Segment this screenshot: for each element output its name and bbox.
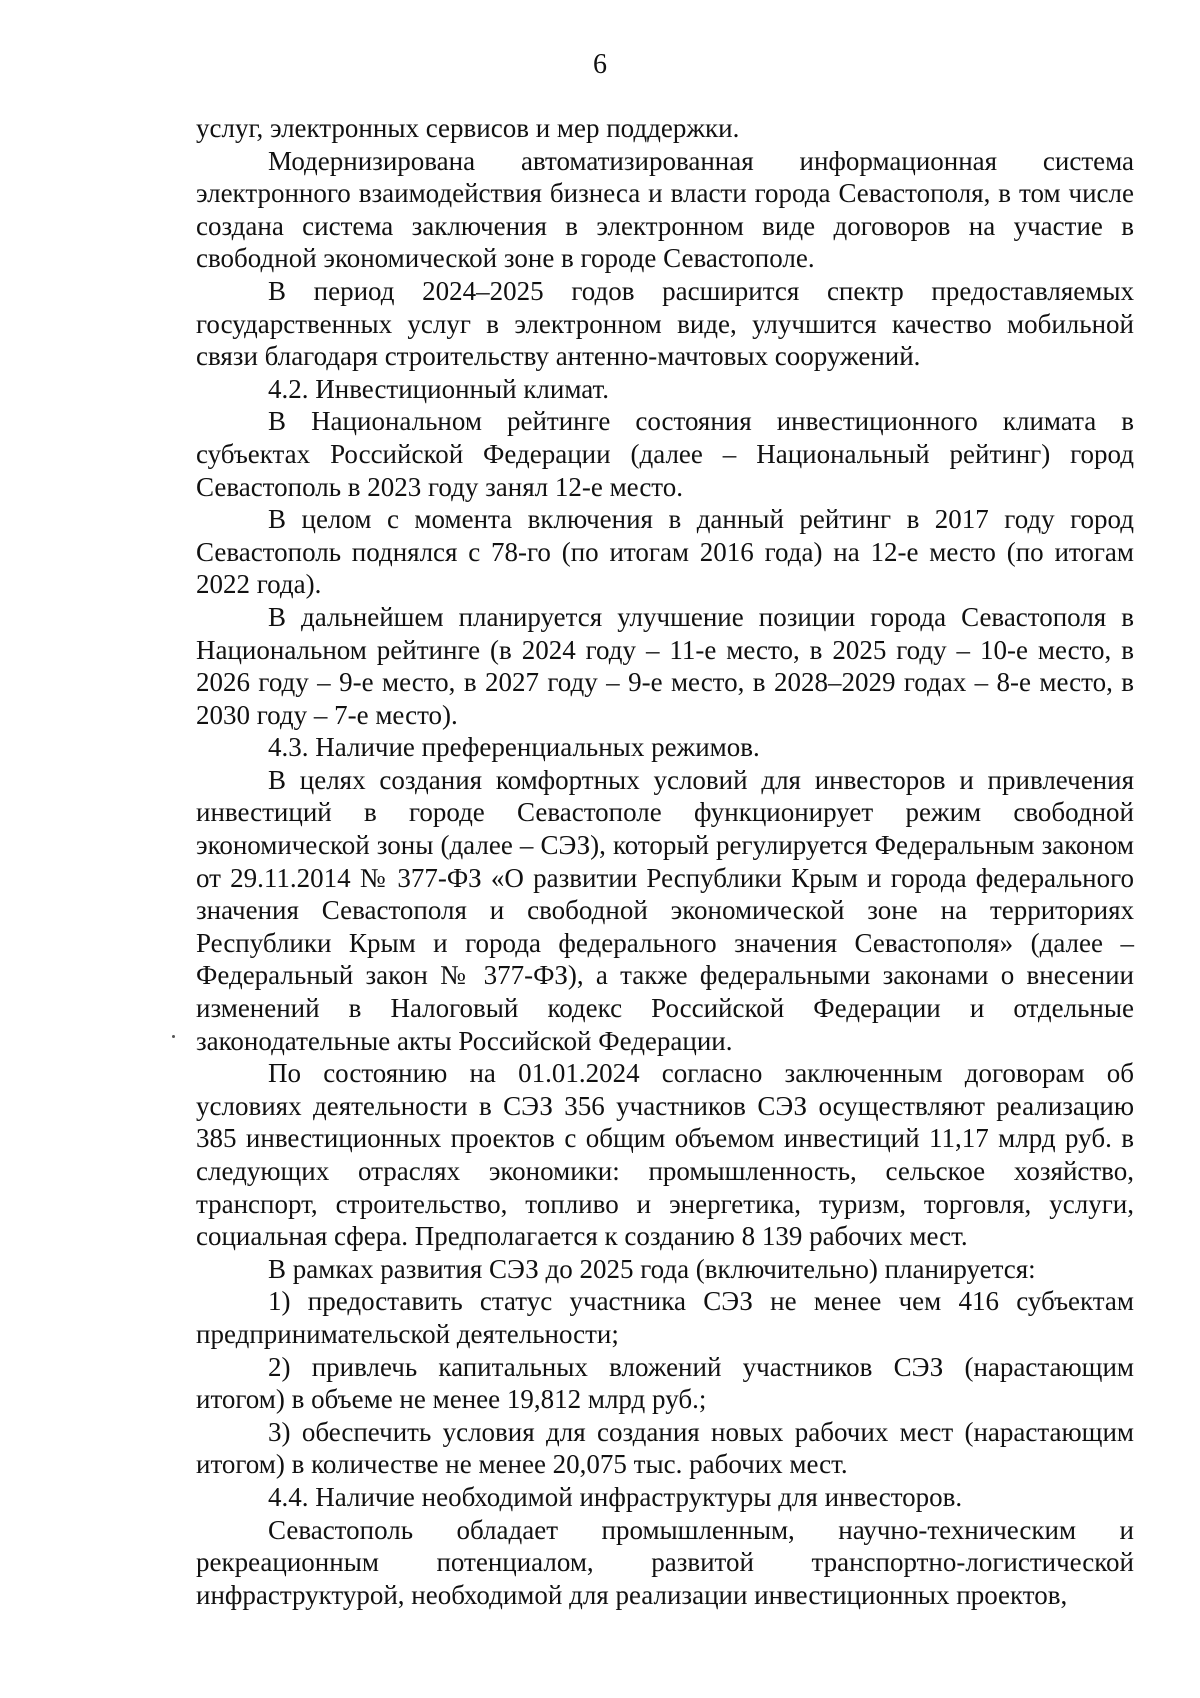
paragraph: В период 2024–2025 годов расширится спектр предоставляемых государственных услуг в электронном виде, улучшится качество мобильной связи благодаря строительству антенно-мачтовых сооружений. xyxy=(196,275,1134,372)
paragraph: В Национальном рейтинге состояния инвестиционного климата в субъектах Российской Федерации (далее – Национальный рейтинг) город Севастополь в 2023 году занял 12-е место. xyxy=(196,406,1134,502)
paragraph: В целях создания комфортных условий для инвесторов и привлечения инвестиций в городе Севастополе функционирует режим свободной экономической зоны (далее – СЭЗ), который регулируется Федеральным законом от 29.11.2014 № 377-ФЗ «О развитии Республики Крым и города федерального значения Севастополя и свободной экономической зоне на территориях Республики Крым и города федерального значения Севастополя» (далее – Федеральный закон № 377-ФЗ), а также федеральными законами о внесении изменений в Налоговый кодекс Российской Федерации и отдельные законодательные акты Российской Федерации. xyxy=(196,764,1134,1056)
paragraph: В целом с момента включения в данный рейтинг в 2017 году город Севастополь поднялся с 78-го (по итогам 2016 года) на 12-е место (по итогам 2022 года). xyxy=(196,504,1134,600)
list-item: 1) предоставить статус участника СЭЗ не менее чем 416 субъектам предпринимательской деятельности; xyxy=(196,1286,1134,1349)
document-body xyxy=(196,112,1134,1611)
section-heading-4-4: 4.4. Наличие необходимой инфраструктуры для инвесторов. xyxy=(268,1481,963,1512)
section-heading-4-2: 4.2. Инвестиционный климат. xyxy=(268,373,610,404)
list-item: 3) обеспечить условия для создания новых рабочих мест (нарастающим итогом) в количестве не менее 20,075 тыс. рабочих мест. xyxy=(196,1416,1134,1480)
page-number: 6 xyxy=(593,49,607,80)
paragraph: Севастополь обладает промышленным, научно-техническим и рекреационным потенциалом, развитой транспортно-логистической инфраструктурой, необходимой для реализации инвестиционных проектов, xyxy=(196,1514,1134,1610)
paragraph: Модернизирована автоматизированная информационная система электронного взаимодействия бизнеса и власти города Севастополя, в том числе создана система заключения в электронном виде договоров на участие в свободной экономической зоне в городе Севастополе. xyxy=(196,145,1134,274)
paragraph: В дальнейшем планируется улучшение позиции города Севастополя в Национальном рейтинге (в 2024 году – 11-е место, в 2025 году – 10-е место, в 2026 году – 9-е место, в 2027 году – 9-е место, в 2028–2029 годах – 8-е место, в 2030 году – 7-е место). xyxy=(196,601,1134,730)
margin-mark xyxy=(172,1035,175,1038)
paragraph-continuation: услуг, электронных сервисов и мер поддержки. xyxy=(196,113,740,143)
paragraph: В рамках развития СЭЗ до 2025 года (включительно) планируется: xyxy=(268,1253,1036,1284)
paragraph: По состоянию на 01.01.2024 согласно заключенным договорам об условиях деятельности в СЭЗ 356 участников СЭЗ осуществляют реализацию 385 инвестиционных проектов с общим объемом инвестиций 11,17 млрд руб. в следующих отраслях экономики: промышленность, сельское хозяйство, транспорт, строительство, топливо и энергетика, туризм, торговля, услуги, социальная сфера. Предполагается к созданию 8 139 рабочих мест. xyxy=(196,1058,1134,1252)
section-heading-4-3: 4.3. Наличие преференциальных режимов. xyxy=(268,732,760,763)
list-item: 2) привлечь капитальных вложений участников СЭЗ (нарастающим итогом) в объеме не менее 19,812 млрд руб.; xyxy=(196,1351,1134,1415)
